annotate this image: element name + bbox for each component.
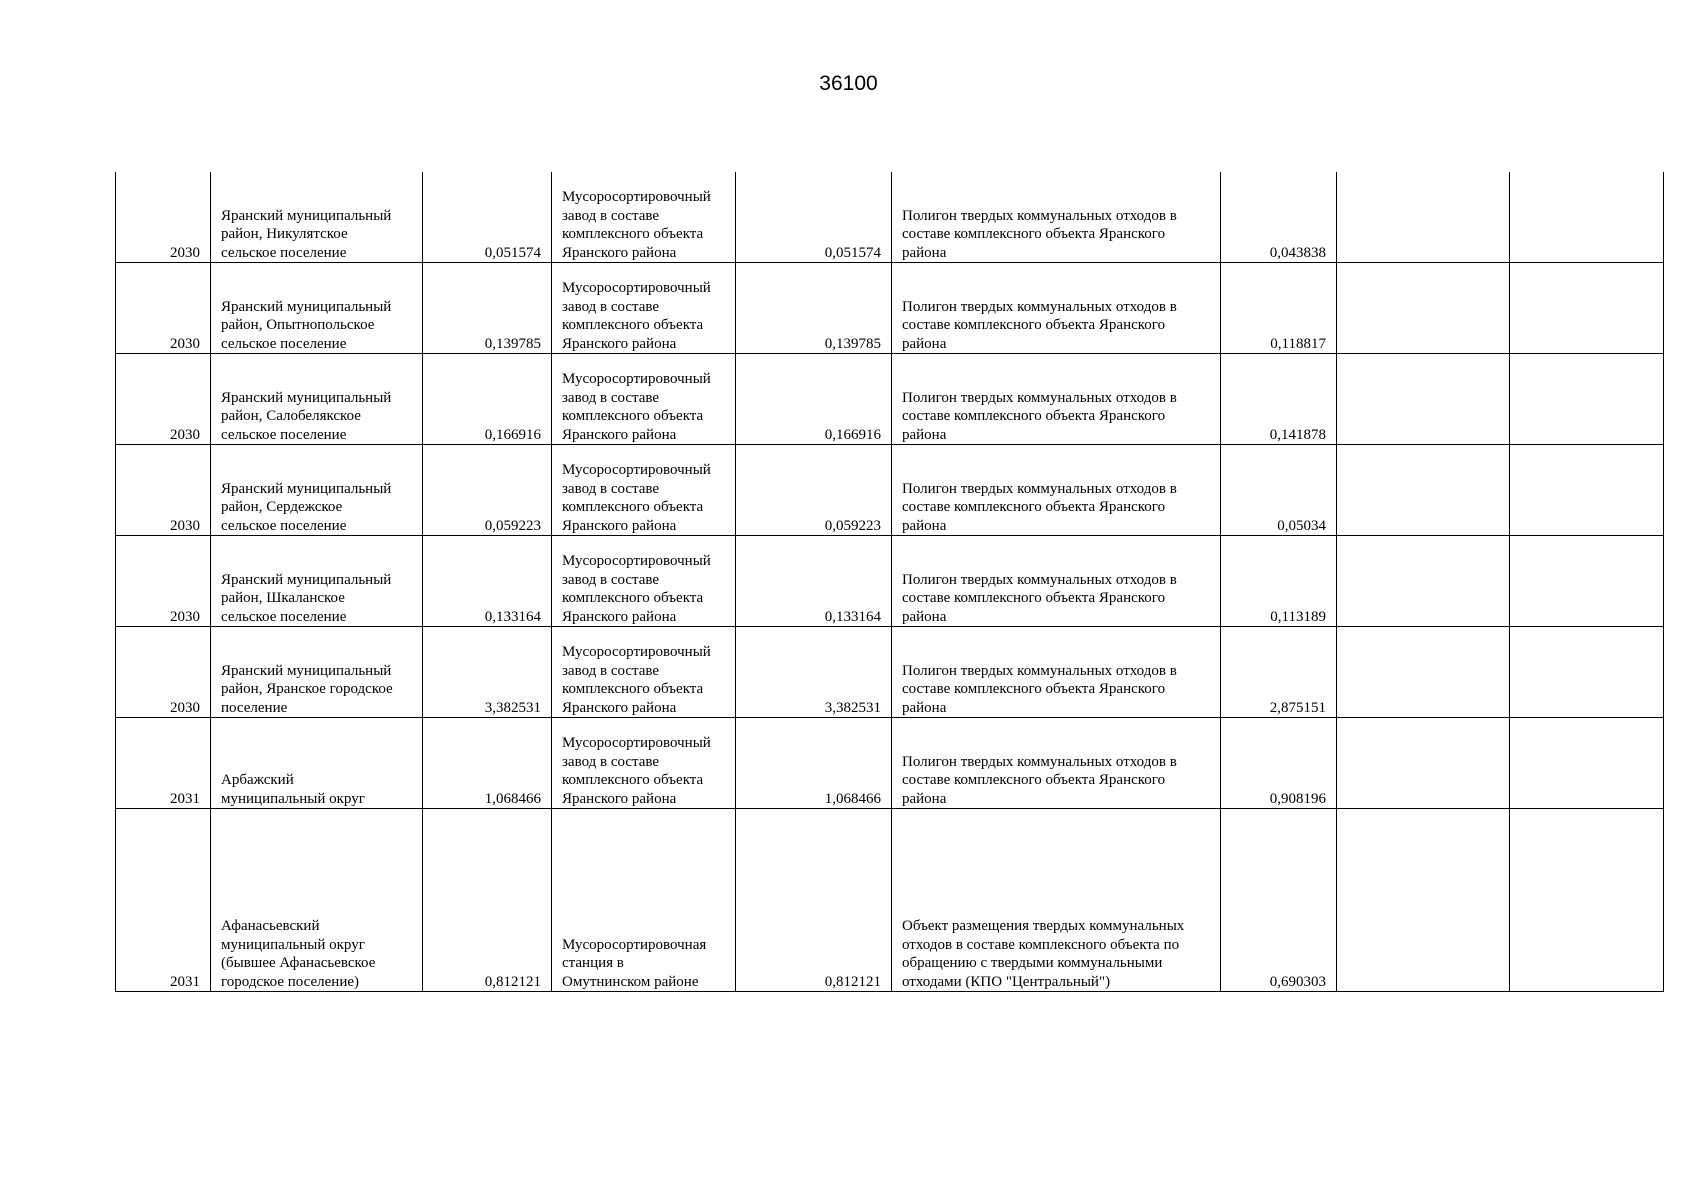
- processed-volume-cell: 0,051574: [736, 172, 892, 263]
- processing-facility-cell: Мусоросортировочный завод в составе комплексного объекта Яранского района: [552, 627, 736, 718]
- table-row: [116, 809, 1664, 992]
- table-row: [116, 536, 1664, 627]
- empty-cell: [1337, 536, 1510, 627]
- disposal-facility-cell: Полигон твердых коммунальных отходов в составе комплексного объекта Яранского района: [892, 718, 1221, 809]
- table-row: [116, 263, 1664, 354]
- empty-cell: [1337, 627, 1510, 718]
- processing-facility-cell: Мусоросортировочный завод в составе комплексного объекта Яранского района: [552, 354, 736, 445]
- processing-facility-cell: Мусоросортировочный завод в составе комплексного объекта Яранского района: [552, 172, 736, 263]
- volume-cell: 3,382531: [423, 627, 552, 718]
- source-cell: Яранский муниципальный район, Сердежское сельское поселение: [211, 445, 423, 536]
- volume-cell: 0,812121: [423, 809, 552, 992]
- volume-cell: 0,133164: [423, 536, 552, 627]
- disposal-facility-cell: Полигон твердых коммунальных отходов в составе комплексного объекта Яранского района: [892, 445, 1221, 536]
- disposal-facility-cell: Объект размещения твердых коммунальных отходов в составе комплексного объекта по обращению с твердыми коммунальными отходами (КПО "Центральный"): [892, 809, 1221, 992]
- year-cell: 2030: [116, 354, 211, 445]
- year-cell: 2030: [116, 445, 211, 536]
- source-cell: Арбажский муниципальный округ: [211, 718, 423, 809]
- table-row: [116, 627, 1664, 718]
- table-row: [116, 172, 1664, 263]
- source-cell: Яранский муниципальный район, Шкаланское сельское поселение: [211, 536, 423, 627]
- table-body: [116, 172, 1664, 992]
- source-cell: Яранский муниципальный район, Опытнопольское сельское поселение: [211, 263, 423, 354]
- processed-volume-cell: 0,139785: [736, 263, 892, 354]
- disposal-facility-cell: Полигон твердых коммунальных отходов в составе комплексного объекта Яранского района: [892, 172, 1221, 263]
- empty-cell: [1337, 263, 1510, 354]
- processed-volume-cell: 0,059223: [736, 445, 892, 536]
- volume-cell: 0,051574: [423, 172, 552, 263]
- table-row: [116, 354, 1664, 445]
- disposed-volume-cell: 0,043838: [1221, 172, 1337, 263]
- empty-cell: [1510, 809, 1664, 992]
- disposal-facility-cell: Полигон твердых коммунальных отходов в составе комплексного объекта Яранского района: [892, 627, 1221, 718]
- processing-facility-cell: Мусоросортировочный завод в составе комплексного объекта Яранского района: [552, 263, 736, 354]
- processing-facility-cell: Мусоросортировочный завод в составе комплексного объекта Яранского района: [552, 536, 736, 627]
- year-cell: 2031: [116, 809, 211, 992]
- disposed-volume-cell: 0,141878: [1221, 354, 1337, 445]
- empty-cell: [1337, 172, 1510, 263]
- empty-cell: [1510, 445, 1664, 536]
- year-cell: 2030: [116, 536, 211, 627]
- year-cell: 2030: [116, 172, 211, 263]
- disposal-facility-cell: Полигон твердых коммунальных отходов в составе комплексного объекта Яранского района: [892, 354, 1221, 445]
- disposed-volume-cell: 0,113189: [1221, 536, 1337, 627]
- volume-cell: 1,068466: [423, 718, 552, 809]
- empty-cell: [1337, 809, 1510, 992]
- processing-facility-cell: Мусоросортировочная станция в Омутнинском районе: [552, 809, 736, 992]
- empty-cell: [1337, 354, 1510, 445]
- source-cell: Яранский муниципальный район, Салобелякское сельское поселение: [211, 354, 423, 445]
- disposal-facility-cell: Полигон твердых коммунальных отходов в составе комплексного объекта Яранского района: [892, 263, 1221, 354]
- empty-cell: [1337, 445, 1510, 536]
- year-cell: 2030: [116, 263, 211, 354]
- empty-cell: [1510, 627, 1664, 718]
- disposed-volume-cell: 2,875151: [1221, 627, 1337, 718]
- processed-volume-cell: 3,382531: [736, 627, 892, 718]
- disposed-volume-cell: 0,908196: [1221, 718, 1337, 809]
- processing-facility-cell: Мусоросортировочный завод в составе комплексного объекта Яранского района: [552, 718, 736, 809]
- volume-cell: 0,059223: [423, 445, 552, 536]
- year-cell: 2031: [116, 718, 211, 809]
- source-cell: Яранский муниципальный район, Яранское городское поселение: [211, 627, 423, 718]
- empty-cell: [1337, 718, 1510, 809]
- empty-cell: [1510, 172, 1664, 263]
- disposal-facility-cell: Полигон твердых коммунальных отходов в составе комплексного объекта Яранского района: [892, 536, 1221, 627]
- year-cell: 2030: [116, 627, 211, 718]
- processed-volume-cell: 1,068466: [736, 718, 892, 809]
- processed-volume-cell: 0,166916: [736, 354, 892, 445]
- disposed-volume-cell: 0,118817: [1221, 263, 1337, 354]
- volume-cell: 0,166916: [423, 354, 552, 445]
- waste-flow-table: [115, 172, 1664, 992]
- source-cell: Яранский муниципальный район, Никулятское сельское поселение: [211, 172, 423, 263]
- volume-cell: 0,139785: [423, 263, 552, 354]
- processed-volume-cell: 0,133164: [736, 536, 892, 627]
- empty-cell: [1510, 536, 1664, 627]
- empty-cell: [1510, 718, 1664, 809]
- processed-volume-cell: 0,812121: [736, 809, 892, 992]
- processing-facility-cell: Мусоросортировочный завод в составе комплексного объекта Яранского района: [552, 445, 736, 536]
- page-number: 36100: [819, 72, 878, 95]
- table-row: [116, 718, 1664, 809]
- table-row: [116, 445, 1664, 536]
- disposed-volume-cell: 0,690303: [1221, 809, 1337, 992]
- empty-cell: [1510, 354, 1664, 445]
- source-cell: Афанасьевский муниципальный округ (бывшее Афанасьевское городское поселение): [211, 809, 423, 992]
- disposed-volume-cell: 0,05034: [1221, 445, 1337, 536]
- empty-cell: [1510, 263, 1664, 354]
